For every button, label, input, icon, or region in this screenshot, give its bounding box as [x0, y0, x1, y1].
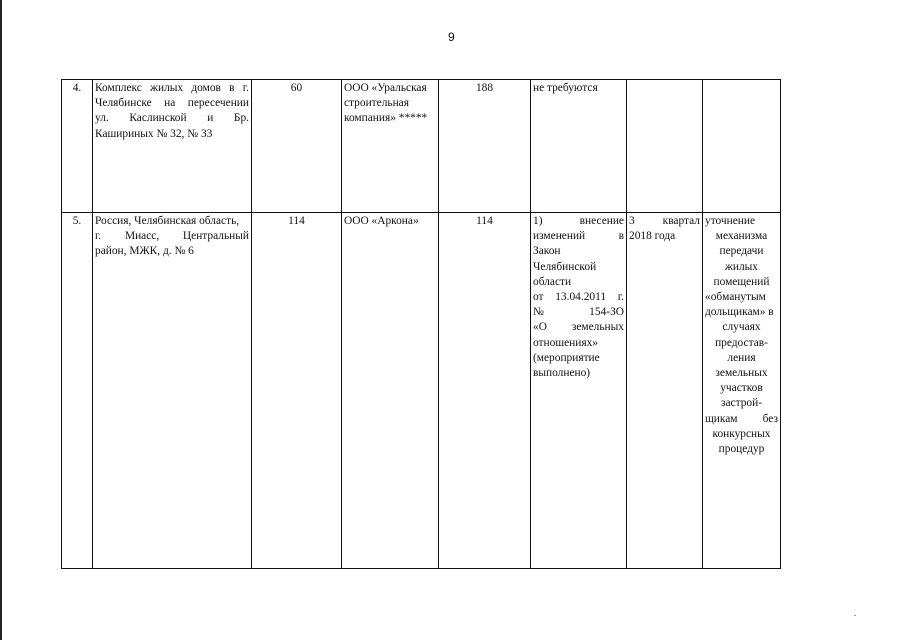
count-cell: 114	[439, 213, 531, 569]
address-cell	[93, 80, 252, 213]
company-cell	[342, 213, 439, 569]
scan-edge	[0, 0, 2, 640]
measure-line: Закон	[533, 245, 561, 258]
count-cell: 114	[252, 213, 342, 569]
note-line: дольщикам» в	[705, 306, 774, 319]
measure-line: изменений в	[533, 230, 624, 243]
note-line: «обманутым	[705, 291, 766, 304]
note-line: жилых	[725, 260, 758, 273]
note-line: помещений	[713, 275, 770, 288]
note-line: уточнение	[705, 215, 756, 227]
note-cell	[703, 80, 781, 213]
company-line: компания» *****	[344, 112, 428, 125]
address-line: ул. Каслинской и Бр.	[95, 112, 249, 125]
measure-line: «О земельных	[533, 321, 624, 334]
row-number: 5.	[62, 213, 93, 569]
note-line: щикам без	[705, 412, 778, 425]
note-line: предостав-	[715, 336, 768, 349]
note-line: участков	[720, 382, 763, 395]
note-line: земельных	[715, 367, 768, 380]
note-line: ления	[727, 351, 756, 364]
count-cell: 60	[252, 80, 342, 213]
measure-line: выполнено)	[533, 367, 591, 380]
table-row	[62, 80, 781, 213]
term-line: 2018 года	[629, 230, 676, 243]
company-line: строительная	[344, 97, 409, 110]
note-line: передачи	[719, 245, 764, 258]
note-line: конкурсных	[712, 427, 771, 440]
company-line: ООО «Аркона»	[344, 215, 419, 227]
row-number: 4.	[62, 80, 93, 213]
note-line: процедур	[718, 443, 765, 456]
address-line: Челябинске на пересечении	[95, 97, 249, 110]
term-line: 3 квартал	[629, 215, 700, 227]
measure-line: отношениях»	[533, 336, 598, 349]
address-line: район, МЖК, д. № 6	[95, 245, 194, 258]
note-line: застрой-	[720, 397, 762, 410]
address-line: Россия, Челябинская область,	[95, 215, 240, 227]
company-cell	[342, 80, 439, 213]
data-table	[61, 79, 781, 569]
term-cell	[627, 213, 703, 569]
count-cell: 188	[439, 80, 531, 213]
measure-cell	[531, 80, 627, 213]
measure-line: от 13.04.2011 г.	[533, 291, 624, 304]
measure-line: 1) внесение	[533, 215, 624, 227]
scan-speck	[854, 615, 856, 616]
address-cell	[93, 213, 252, 569]
note-line: случаях	[722, 321, 761, 334]
note-line: механизма	[715, 230, 768, 243]
term-cell	[627, 80, 703, 213]
measure-line: Челябинской	[533, 260, 597, 273]
measure-line: (мероприятие	[533, 351, 600, 364]
address-line: Кашириных № 32, № 33	[95, 127, 213, 140]
note-cell	[703, 213, 781, 569]
address-line: г. Миасс, Центральный	[95, 230, 249, 243]
page-number: 9	[448, 30, 455, 44]
address-line: Комплекс жилых домов в г.	[95, 82, 249, 94]
measure-line: области	[533, 275, 572, 288]
company-line: ООО «Уральская	[344, 82, 427, 94]
measure-cell	[531, 213, 627, 569]
measure-line: № 154-ЗО	[533, 306, 624, 319]
measure-line: не требуются	[533, 82, 598, 94]
table-row	[62, 213, 781, 569]
